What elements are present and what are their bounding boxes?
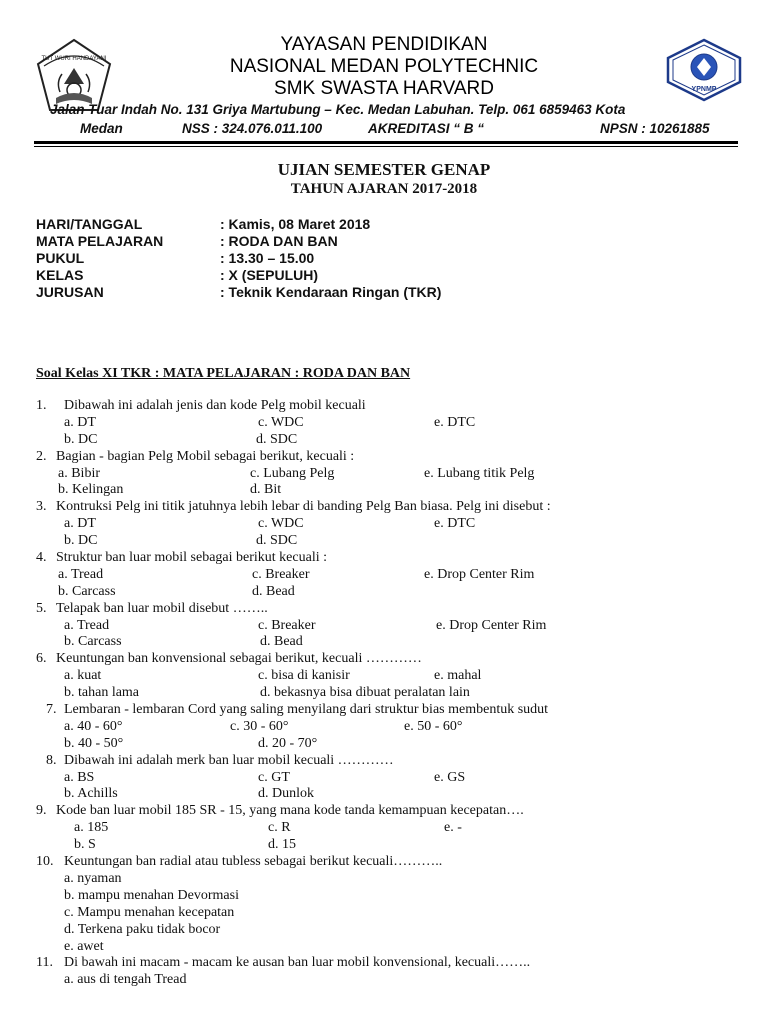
question-line xyxy=(0,449,768,466)
options-line xyxy=(0,618,768,635)
answer-option: a. nyaman xyxy=(64,870,122,886)
answer-option: e. DTC xyxy=(434,414,476,430)
question-number: 8. xyxy=(46,752,57,768)
answer-option: e. Drop Center Rim xyxy=(424,566,535,582)
answer-option: e. DTC xyxy=(434,516,476,532)
answer-option: a. aus di tengah Tread xyxy=(64,972,187,988)
question-text: Bagian - bagian Pelg Mobil sebagai berikut, kecuali : xyxy=(56,448,355,464)
info-label: PUKUL xyxy=(36,250,85,266)
question-number: 3. xyxy=(36,499,47,515)
options-line xyxy=(0,533,768,550)
answer-option: b. tahan lama xyxy=(64,685,140,701)
answer-option: b. mampu menahan Devormasi xyxy=(64,887,239,903)
institution-name: NASIONAL MEDAN POLYTECHNIC xyxy=(229,56,539,77)
question-number: 4. xyxy=(36,550,47,566)
question-text: Keuntungan ban radial atau tubless sebagai berikut kecuali……….. xyxy=(64,854,443,870)
options-line xyxy=(0,719,768,736)
answer-option: b. DC xyxy=(64,431,98,447)
answer-option: e. - xyxy=(444,820,462,836)
academic-year: TAHUN AJARAN 2017-2018 xyxy=(290,181,478,197)
options-line xyxy=(0,685,768,702)
question-text: Kode ban luar mobil 185 SR - 15, yang mana kode tanda kemampuan kecepatan…. xyxy=(56,803,524,819)
answer-option: c. Lubang Pelg xyxy=(250,465,335,481)
question-number: 10. xyxy=(36,854,54,870)
answer-option: e. 50 - 60° xyxy=(404,718,463,734)
answer-option: b. S xyxy=(74,837,96,853)
question-number: 2. xyxy=(36,448,47,464)
answer-option: d. Bit xyxy=(250,482,282,498)
ypnmp-logo-icon xyxy=(664,38,744,102)
info-value: : Kamis, 08 Maret 2018 xyxy=(220,216,371,232)
info-value: : RODA DAN BAN xyxy=(220,233,338,249)
answer-option: c. WDC xyxy=(258,414,304,430)
answer-option: b. Carcass xyxy=(58,583,116,599)
question-line xyxy=(0,854,768,871)
section-title: Soal Kelas XI TKR : MATA PELAJARAN : RODA DAN BAN xyxy=(36,366,411,381)
options-line xyxy=(0,871,768,888)
school-name: SMK SWASTA HARVARD xyxy=(274,78,494,99)
address-city: Medan xyxy=(80,121,123,136)
answer-option: e. awet xyxy=(64,938,104,954)
question-text: Struktur ban luar mobil sebagai berikut kecuali : xyxy=(56,550,327,566)
answer-option: d. 15 xyxy=(268,837,296,853)
question-text: Telapak ban luar mobil disebut …….. xyxy=(56,600,268,616)
info-value: : 13.30 – 15.00 xyxy=(220,250,315,266)
answer-option: e. mahal xyxy=(434,668,482,684)
info-label: JURUSAN xyxy=(36,284,104,300)
question-number: 6. xyxy=(36,651,47,667)
question-line xyxy=(0,702,768,719)
answer-option: a. 40 - 60° xyxy=(64,718,123,734)
question-list xyxy=(0,398,768,989)
answer-option: d. Bead xyxy=(252,583,295,599)
answer-option: d. Terkena paku tidak bocor xyxy=(64,921,221,937)
question-line xyxy=(0,753,768,770)
options-line xyxy=(0,939,768,956)
exam-title: UJIAN SEMESTER GENAP xyxy=(277,160,491,179)
answer-option: b. Kelingan xyxy=(58,482,124,498)
question-text: Di bawah ini macam - macam ke ausan ban luar mobil konvensional, kecuali…….. xyxy=(64,955,531,971)
info-label: KELAS xyxy=(36,267,84,283)
answer-option: c. R xyxy=(268,820,291,836)
answer-option: d. Dunlok xyxy=(258,786,314,802)
question-line xyxy=(0,601,768,618)
answer-option: c. GT xyxy=(258,769,290,785)
accreditation: AKREDITASI “ B “ xyxy=(368,121,485,136)
question-number: 7. xyxy=(46,702,57,718)
options-line xyxy=(0,668,768,685)
question-number: 11. xyxy=(36,955,53,971)
answer-option: c. 30 - 60° xyxy=(230,718,289,734)
answer-option: b. DC xyxy=(64,533,98,549)
answer-option: c. bisa di kanisir xyxy=(258,668,350,684)
foundation-name: YAYASAN PENDIDIKAN xyxy=(280,34,488,55)
header-divider-thin xyxy=(34,146,738,147)
options-line xyxy=(0,922,768,939)
answer-option: c. Breaker xyxy=(258,617,316,633)
options-line xyxy=(0,837,768,854)
answer-option: d. 20 - 70° xyxy=(258,735,318,751)
answer-option: a. DT xyxy=(64,414,96,430)
answer-option: d. Bead xyxy=(260,634,303,650)
answer-option: a. BS xyxy=(64,769,95,785)
answer-option: a. Tread xyxy=(58,566,104,582)
answer-option: e. Lubang titik Pelg xyxy=(424,465,535,481)
answer-option: a. Bibir xyxy=(58,465,100,481)
question-number: 1. xyxy=(36,398,47,413)
answer-option: a. 185 xyxy=(74,820,109,836)
npsn-number: NPSN : 10261885 xyxy=(600,121,710,136)
answer-option: b. Carcass xyxy=(64,634,122,650)
answer-option: d. SDC xyxy=(256,533,298,549)
question-text: Keuntungan ban konvensional sebagai berikut, kecuali ………… xyxy=(56,651,422,667)
info-row xyxy=(36,267,636,284)
info-row xyxy=(36,284,636,301)
options-line xyxy=(0,905,768,922)
info-row xyxy=(36,250,636,267)
question-number: 9. xyxy=(36,803,47,819)
question-line xyxy=(0,550,768,567)
options-line xyxy=(0,786,768,803)
answer-option: d. SDC xyxy=(256,431,298,447)
options-line xyxy=(0,567,768,584)
logo-left-text: TUT WURI HANDAYANI xyxy=(41,56,107,62)
options-line xyxy=(0,736,768,753)
options-line xyxy=(0,770,768,787)
question-line xyxy=(0,398,768,415)
logo-right-text: YPNMP xyxy=(691,86,717,93)
info-row xyxy=(36,233,636,250)
options-line xyxy=(0,972,768,989)
options-line xyxy=(0,634,768,651)
options-line xyxy=(0,820,768,837)
answer-option: a. DT xyxy=(64,516,96,532)
question-text: Dibawah ini adalah merk ban luar mobil kecuali ………… xyxy=(64,752,394,768)
header-divider-thick xyxy=(34,141,738,144)
question-line xyxy=(0,955,768,972)
address-line-1: Jalan Tuar Indah No. 131 Griya Martubung – Kec. Medan Labuhan. Telp. 061 6859463 Kota xyxy=(50,102,626,117)
answer-option: a. Tread xyxy=(64,617,110,633)
info-label: MATA PELAJARAN xyxy=(36,233,164,249)
answer-option: b. 40 - 50° xyxy=(64,735,124,751)
question-text: Dibawah ini adalah jenis dan kode Pelg mobil kecuali xyxy=(64,398,366,413)
answer-option: e. Drop Center Rim xyxy=(436,617,547,633)
options-line xyxy=(0,482,768,499)
question-text: Kontruksi Pelg ini titik jatuhnya lebih lebar di banding Pelg Ban biasa. Pelg ini disebut : xyxy=(56,499,551,515)
exam-info xyxy=(36,216,636,301)
question-line xyxy=(0,651,768,668)
answer-option: c. Breaker xyxy=(252,566,310,582)
options-line xyxy=(0,516,768,533)
question-text: Lembaran - lembaran Cord yang saling menyilang dari struktur bias membentuk sudut xyxy=(64,702,549,718)
options-line xyxy=(0,432,768,449)
info-value: : X (SEPULUH) xyxy=(220,267,318,283)
question-line xyxy=(0,803,768,820)
answer-option: c. Mampu menahan kecepatan xyxy=(64,904,235,920)
answer-option: e. GS xyxy=(434,769,466,785)
answer-option: a. kuat xyxy=(64,668,102,684)
options-line xyxy=(0,888,768,905)
info-value: : Teknik Kendaraan Ringan (TKR) xyxy=(220,284,442,300)
answer-option: c. WDC xyxy=(258,516,304,532)
question-line xyxy=(0,499,768,516)
nss-number: NSS : 324.076.011.100 xyxy=(182,121,323,136)
answer-option: b. Achills xyxy=(64,786,118,802)
info-label: HARI/TANGGAL xyxy=(36,216,143,232)
question-number: 5. xyxy=(36,600,47,616)
options-line xyxy=(0,584,768,601)
options-line xyxy=(0,415,768,432)
info-row xyxy=(36,216,636,233)
answer-option: d. bekasnya bisa dibuat peralatan lain xyxy=(260,685,470,701)
options-line xyxy=(0,466,768,483)
